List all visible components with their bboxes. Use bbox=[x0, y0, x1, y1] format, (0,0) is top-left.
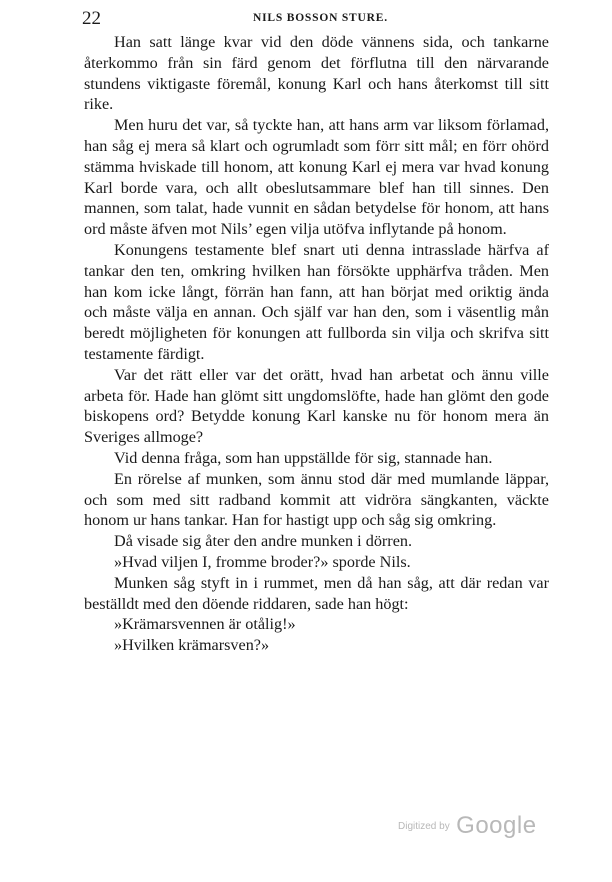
paragraph: Då visade sig åter den andre munken i dörren. bbox=[114, 532, 413, 551]
running-title: NILS BOSSON STURE. bbox=[253, 12, 388, 24]
paragraph: Var det rätt eller var det orätt, hvad han arbetat och ännu ville arbeta för. Hade han glömt sitt ungdomslöfte, hade han glömt den gode biskopens ord? Betydde konung Karl kanske nu för honom mera än Sveriges allmoge? bbox=[84, 365, 549, 447]
paragraph: Han satt länge kvar vid den döde vännens sida, och tankarne återkommo från sin färd genom det förflutna till den närvarande stundens viktigaste föremål, konung Karl och hans återkomst till sitt rike. bbox=[84, 33, 549, 114]
paragraph: »Hvad viljen I, fromme broder?» sporde Nils. bbox=[114, 552, 411, 571]
digitized-watermark bbox=[398, 812, 537, 840]
page-header bbox=[60, 8, 560, 30]
body-text bbox=[84, 32, 549, 656]
page-number: 22 bbox=[82, 8, 101, 29]
paragraph: Munken såg styft in i rummet, men då han såg, att där redan var beställdt med den döende riddaren, sade han högt: bbox=[84, 573, 549, 613]
paragraph: Men huru det var, så tyckte han, att hans arm var liksom förlamad, han såg ej mera så klart och ogrumladt som förr sitt mål; en förr ohörd stämma hviskade till honom, att konung Karl ej mera var hvad konung Karl borde vara, och allt obeslutsammare blef han till sinnes. Den mannen, som talat, hade vunnit en sådan betydelse för honom, att hans ord måste äfven mot Nils’ egen vilja utöfva inflytande på honom. bbox=[84, 116, 549, 239]
paragraph: »Hvilken krämarsven?» bbox=[114, 636, 270, 655]
paragraph: Vid denna fråga, som han uppställde för sig, stannade han. bbox=[114, 448, 493, 467]
paragraph: En rörelse af munken, som ännu stod där med mumlande läppar, och som med sitt radband kommit att vidröra sängkanten, väckte honom ur hans tankar. Han for hastigt upp och såg sig omkring. bbox=[84, 469, 549, 530]
paragraph: Konungens testamente blef snart uti denna intrasslade härfva af tankar den ten, omkring hvilken han försökte upphärfva tråden. Men han kom icke långt, förrän han fann, att han börjat med oriktig ända och måste välja en annan. Och själf var han den, som i väsentlig mån beredt möjligheten för konungen att fullborda sin vilja och skrifva sitt testamente färdigt. bbox=[84, 240, 549, 363]
google-logo: Google bbox=[456, 812, 537, 839]
watermark-prefix: Digitized by bbox=[398, 821, 450, 832]
paragraph: »Krämarsvennen är otålig!» bbox=[114, 615, 296, 634]
